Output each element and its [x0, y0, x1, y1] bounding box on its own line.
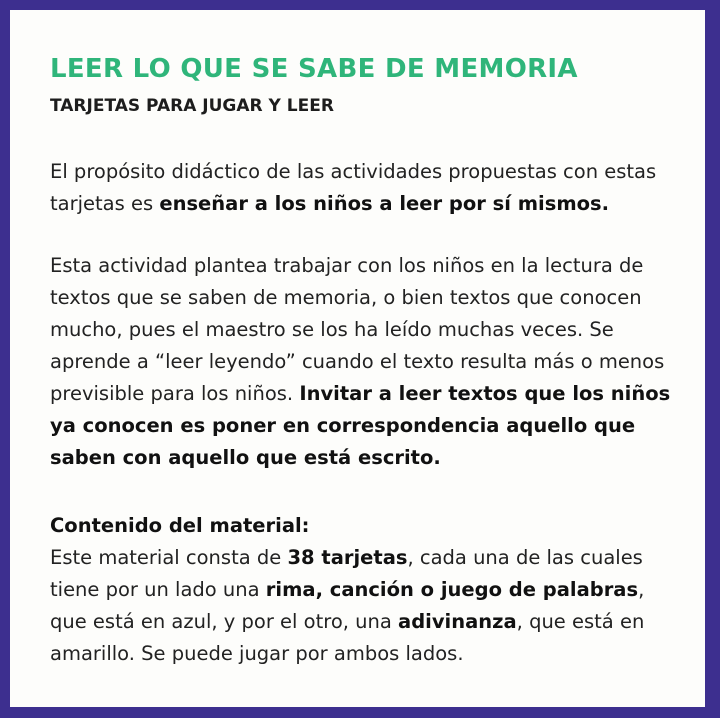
contents-text-1: Este material consta de [50, 546, 288, 569]
contents-paragraph [50, 542, 675, 670]
info-card [10, 10, 705, 707]
contents-bold-2: rima, canción o juego de palabras [265, 578, 639, 601]
page-title: LEER LO QUE SE SABE DE MEMORIA [50, 54, 578, 84]
purpose-paragraph [50, 156, 675, 220]
activity-paragraph [50, 250, 675, 474]
page-subtitle: TARJETAS PARA JUGAR Y LEER [50, 96, 334, 116]
activity-text: Esta actividad plantea trabajar con los niños en la lectura de textos que se saben de memoria, o bien textos que conocen mucho, pues el maestro se los ha leído muchas veces. Se aprende a “leer leyendo” cuando el texto resulta más o menos previsible para los niños. [50, 254, 665, 405]
contents-bold-1: 38 tarjetas [287, 546, 408, 569]
activity-bold-text: Invitar a leer textos que los niños ya conocen es poner en correspondencia aquello que saben con aquello que está escrito. [50, 382, 671, 469]
contents-text-2: , cada una de las cuales tiene por un lado una [50, 546, 643, 601]
contents-bold-3: adivinanza [398, 610, 517, 633]
purpose-text: El propósito didáctico de las actividades propuestas con estas tarjetas es [50, 160, 657, 215]
purpose-bold-text: enseñar a los niños a leer por sí mismos. [159, 192, 610, 215]
contents-text-3: , que está en azul, y por el otro, una [50, 578, 645, 633]
contents-text-4: , que está en amarillo. Se puede jugar por ambos lados. [50, 610, 645, 665]
contents-heading: Contenido del material: [50, 514, 310, 537]
